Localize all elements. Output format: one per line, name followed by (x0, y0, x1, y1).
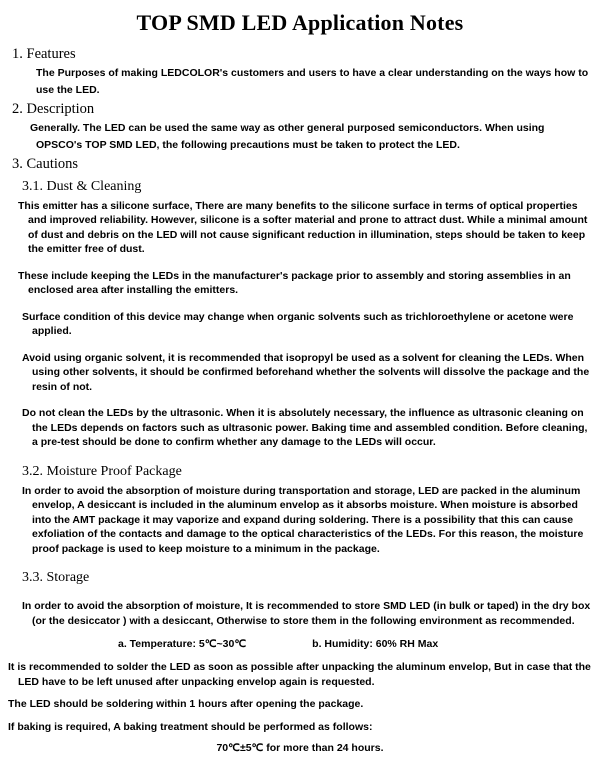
features-paragraph-2: use the LED. (36, 84, 100, 97)
section-heading-cautions (12, 156, 592, 173)
dust-paragraph-4: Avoid using organic solvent, it is recommended that isopropyl be used as a solvent for cleaning the LEDs. When using other solvents, it should be confirmed beforehand whether the solvents will dissolve the package and the resin of not. (22, 351, 590, 393)
moisture-paragraph-1: In order to avoid the absorption of moisture during transportation and storage, LED are packed in the aluminum envelop, A desiccant is included in the aluminum envelop as it absorbs moisture. When moisture is absorbed into the AMT package it may vaporize and expand during soldering. There is a possibility that this can cause exfoliation of the contacts and damage to the optical characteristics of the LEDs. For this reason, the moisture proof package is used to keep moisture to a minimum in the package. (22, 484, 584, 555)
subsection-title: Moisture Proof Package (46, 463, 182, 479)
storage-closing-paragraph-1: It is recommended to solder the LED as soon as possible after unpacking the aluminum envelop, But in case that the LED have to be left unused after unpacking envelop again is requested. (8, 661, 591, 688)
dust-paragraph-2: These include keeping the LEDs in the manufacturer's package prior to assembly and storing assemblies in an enclosed area after installing the emitters. (18, 269, 571, 297)
storage-temperature: a. Temperature: 5℃~30℃ (118, 638, 247, 651)
subsection-heading-storage (22, 570, 592, 586)
dust-paragraph-3: Surface condition of this device may change when organic solvents such as trichloroethylene or acetone were applied. (22, 310, 574, 338)
dust-paragraph-5: Do not clean the LEDs by the ultrasonic. When it is absolutely necessary, the influence as ultrasonic cleaning on the LEDs depends on factors such as ultrasonic power. Baking time and assembled condition. Before cleaning, a pre-test should be done to confirm whether any damage to the LEDs will occur. (22, 407, 588, 449)
section-title: Description (26, 100, 95, 117)
section-number: 1. (12, 46, 23, 62)
subsection-title: Storage (46, 570, 90, 586)
section-heading-features (12, 46, 592, 63)
description-paragraph-1: Generally. The LED can be used the same way as other general purposed semiconductors. When using (30, 121, 545, 134)
subsection-number: 3.1. (22, 178, 43, 194)
subsection-heading-dust-cleaning (22, 179, 592, 195)
description-paragraph-2: OPSCO's TOP SMD LED, the following precautions must be taken to protect the LED. (36, 139, 460, 152)
page-title: TOP SMD LED Application Notes (136, 10, 464, 35)
subsection-number: 3.3. (22, 570, 43, 586)
baking-note: 70℃±5℃ for more than 24 hours. (216, 742, 384, 755)
subsection-heading-moisture-proof-package (22, 464, 592, 480)
storage-closing-block (8, 660, 592, 734)
section-title: Features (26, 46, 76, 62)
features-paragraph-1: The Purposes of making LEDCOLOR's customers and users to have a clear understanding on the ways how to (36, 67, 589, 79)
section-heading-description (12, 101, 592, 118)
section-number: 3. (12, 155, 23, 172)
storage-paragraph-1: In order to avoid the absorption of moisture, It is recommended to store SMD LED (in bulk or taped) in the dry box (or the desiccator ) with a desiccant, Otherwise to store them in the following environment as recommended. (22, 600, 591, 627)
dust-paragraph-1: This emitter has a silicone surface, There are many benefits to the silicone surface in terms of optical properties and improved reliability. However, silicone is a softer material and prone to attract dust. While a minimal amount of dust and debris on the LED will not cause significant reduction in illumination, steps should be taken to keep the emitter free of dust. (18, 199, 588, 256)
section-number: 2. (12, 100, 23, 117)
storage-humidity: b. Humidity: 60% RH Max (312, 638, 439, 651)
storage-environment-row (8, 638, 592, 650)
storage-closing-paragraph-3: If baking is required, A baking treatment should be performed as follows: (8, 720, 373, 733)
storage-closing-paragraph-2: The LED should be soldering within 1 hours after opening the package. (8, 698, 364, 711)
subsection-title: Dust & Cleaning (46, 178, 142, 194)
subsection-number: 3.2. (22, 463, 43, 479)
section-title: Cautions (26, 155, 79, 172)
